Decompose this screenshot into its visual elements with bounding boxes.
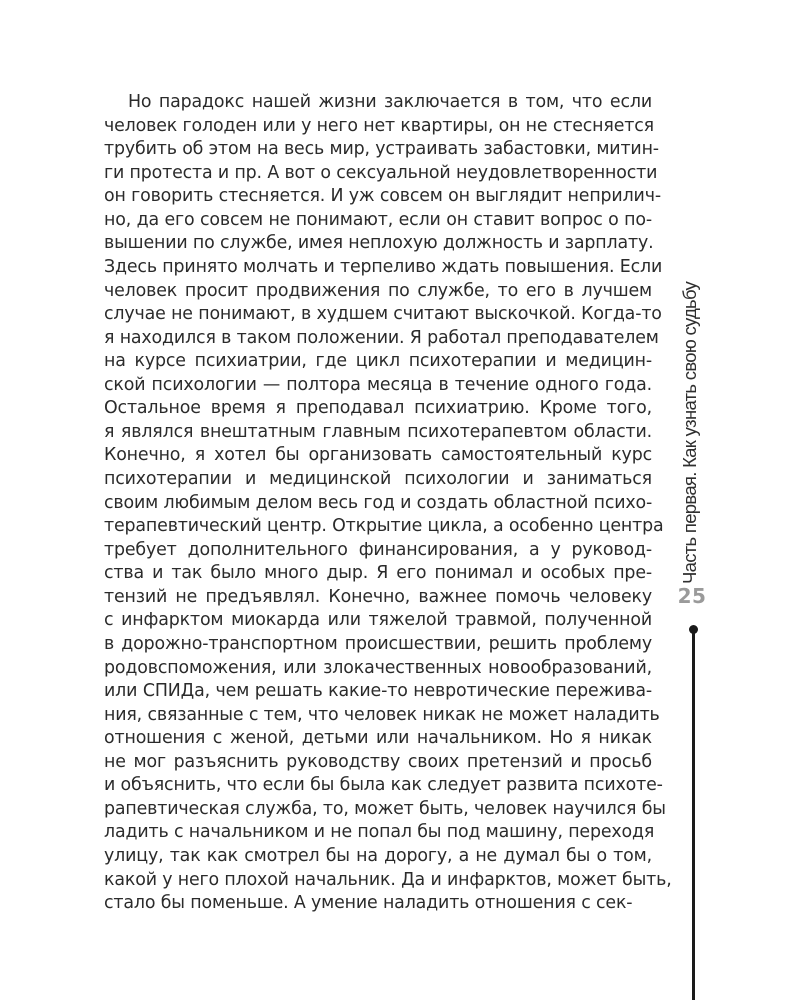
- text-line: Но парадокс нашей жизни заключается в том, что если: [128, 92, 652, 112]
- text-line: на курсе психиатрии, где цикл психотерапии и медицин-: [104, 351, 652, 372]
- text-line: Здесь принято молчать и терпеливо ждать повышения. Если: [104, 256, 663, 277]
- text-line: ства и так было много дыр. Я его понимал и особых пре-: [104, 563, 652, 584]
- text-line: он говорить стесняется. И уж совсем он выглядит неприлич-: [104, 186, 661, 207]
- text-line: человек просит продвижения по службе, то его в лучшем: [104, 280, 652, 301]
- text-line: человек голоден или у него нет квартиры, он не стесняется: [104, 115, 654, 136]
- margin-rule-line: [692, 630, 695, 1000]
- body-text: [104, 91, 672, 916]
- text-line: Остальное время я преподавал психиатрию. Кроме того,: [104, 398, 652, 419]
- text-line: вышении по службе, имея неплохую должность и зарплату.: [104, 233, 654, 254]
- text-line: не мог разъяснить руководству своих претензий и просьб: [104, 751, 652, 772]
- text-line: улицу, так как смотрел бы на дорогу, а не думал бы о том,: [104, 846, 652, 866]
- text-line: рапевтическая служба, то, может быть, человек научился бы: [104, 798, 666, 819]
- text-line: трубить об этом на весь мир, устраивать забастовки, митин-: [104, 139, 659, 160]
- text-line: ги протеста и пр. А вот о сексуальной неудовлетворенности: [104, 162, 658, 183]
- text-line: ния, связанные с тем, что человек никак не может наладить: [104, 704, 660, 725]
- text-line: но, да его совсем не понимают, если он ставит вопрос о по-: [104, 209, 652, 230]
- text-line: терапевтический центр. Открытие цикла, а особенно центра: [104, 516, 664, 537]
- text-line: с инфарктом миокарда или тяжелой травмой, полученной: [104, 610, 652, 631]
- text-line: отношения с женой, детьми или начальником. Но я никак: [104, 728, 652, 749]
- text-line: и объяснить, что если бы была как следует развита психоте-: [104, 775, 663, 796]
- text-line: своим любимым делом весь год и создать областной психо-: [104, 492, 653, 513]
- text-line: стало бы поменьше. А умение наладить отношения с сек-: [104, 893, 633, 914]
- text-line: какой у него плохой начальник. Да и инфарктов, может быть,: [104, 869, 672, 890]
- text-line: случае не понимают, в худшем считают выскочкой. Когда-то: [104, 304, 662, 325]
- text-line: требует дополнительного финансирования, а у руковод-: [104, 539, 652, 560]
- text-line: ской психологии — полтора месяца в течение одного года.: [104, 374, 652, 395]
- text-line: тензий не предъявлял. Конечно, важнее помочь человеку: [104, 586, 652, 607]
- text-line: в дорожно-транспортном происшествии, решить проблему: [104, 633, 652, 654]
- text-line: родовспоможения, или злокачественных новообразований,: [104, 657, 652, 678]
- page-number: 25: [677, 584, 707, 608]
- running-head: Часть первая. Как узнать свою судьбу: [679, 281, 700, 585]
- text-line: Конечно, я хотел бы организовать самостоятельный курс: [104, 445, 652, 466]
- text-line: ладить с начальником и не попал бы под машину, переходя: [104, 822, 655, 843]
- text-line: я являлся внештатным главным психотерапевтом области.: [104, 421, 652, 442]
- text-line: психотерапии и медицинской психологии и заниматься: [104, 469, 652, 489]
- text-line: я находился в таком положении. Я работал преподавателем: [104, 327, 659, 348]
- text-line: или СПИДа, чем решать какие-то невротические пережива-: [104, 681, 652, 702]
